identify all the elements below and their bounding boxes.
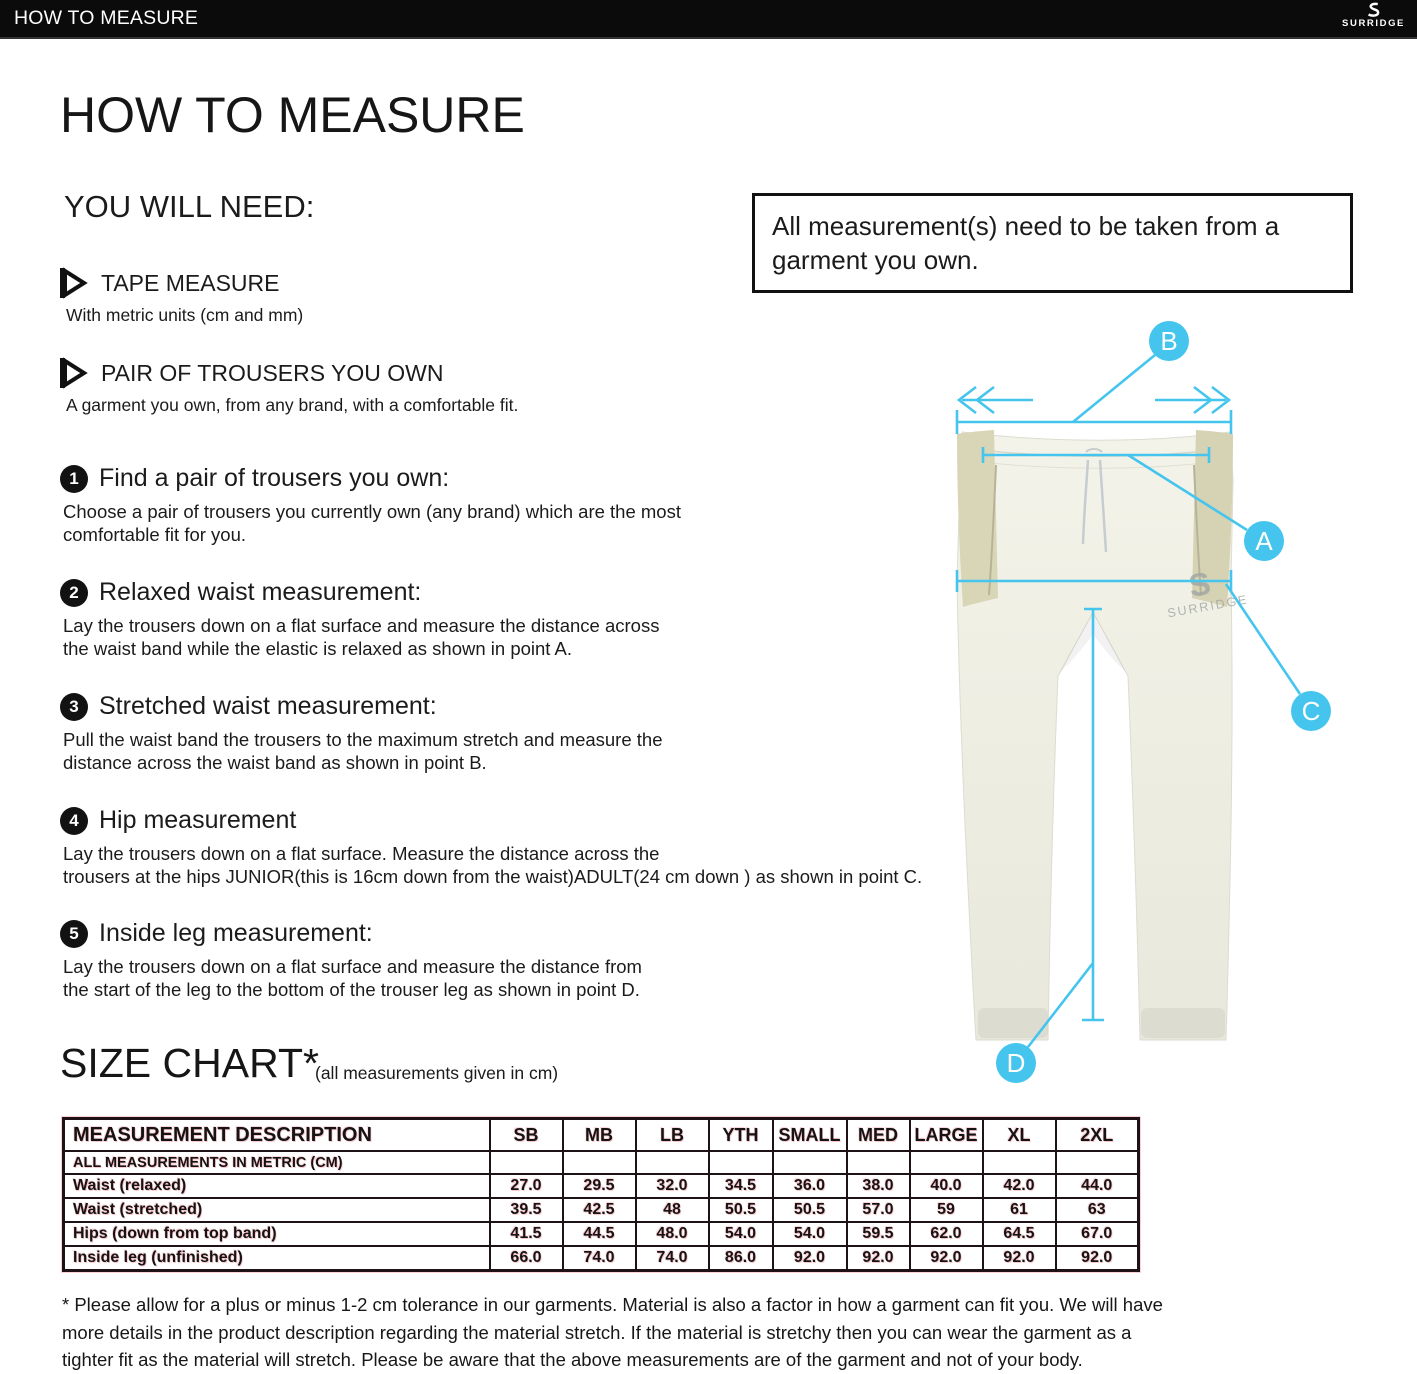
step-body: Lay the trousers down on a flat surface and measure the distance across the waist band while the elastic is relaxed as shown in point A. (63, 615, 660, 659)
table-row: Hips (down from top band) 41.5 44.5 48.0 54.0 54.0 59.5 62.0 64.5 67.0 (64, 1222, 1139, 1246)
trousers-illustration (957, 430, 1250, 1040)
surridge-logo (1342, 2, 1405, 29)
step-number-badge: 2 (60, 579, 88, 607)
point-label-a: A (1244, 521, 1284, 561)
notice-box: All measurement(s) need to be taken from a garment you own. (752, 193, 1353, 293)
table-row: Waist (relaxed) 27.0 29.5 32.0 34.5 36.0 38.0 40.0 42.0 44.0 (64, 1174, 1139, 1198)
disclaimer: * Please allow for a plus or minus 1-2 cm tolerance in our garments. Material is also a factor in how a garment can fit you. We will have more details in the product description regarding the material stretch. If the material is stretchy then you can wear the garment as a tighter fit as the material will stretch. Please be aware that the above measurements are of the garment and not of your body. (62, 1294, 1163, 1370)
step-number-badge: 1 (60, 465, 88, 493)
trousers-diagram (900, 300, 1360, 1100)
need-item-trousers (60, 357, 518, 416)
point-label-b: B (1149, 321, 1189, 361)
size-chart-table (62, 1117, 1140, 1272)
watermark-text: SURRIDGE (1166, 592, 1250, 621)
step-4 (0, 806, 922, 888)
step-number-badge: 4 (60, 807, 88, 835)
step-body: Choose a pair of trousers you currently own (any brand) which are the most comfortable fit for you. (63, 501, 681, 545)
step-title: Relaxed waist measurement: (99, 578, 422, 606)
step-title: Inside leg measurement: (99, 919, 373, 947)
step-2 (0, 578, 659, 660)
need-item-description: A garment you own, from any brand, with a comfortable fit. (66, 395, 519, 415)
top-bar (0, 0, 1417, 39)
need-item-label: TAPE MEASURE (101, 269, 280, 296)
step-number-badge: 5 (60, 920, 88, 948)
step-1 (0, 464, 681, 546)
surridge-logo-text: SURRIDGE (1342, 18, 1405, 29)
table-row: Inside leg (unfinished) 66.0 74.0 74.0 86.0 92.0 92.0 92.0 92.0 92.0 (64, 1246, 1139, 1271)
play-triangle-icon (60, 267, 89, 299)
top-bar-title: HOW TO MEASURE (14, 7, 199, 29)
step-5 (0, 919, 642, 1001)
step-title: Stretched waist measurement: (99, 692, 437, 720)
step-3 (0, 692, 663, 774)
table-metric-row: ALL MEASUREMENTS IN METRIC (CM) (64, 1151, 1139, 1174)
play-triangle-icon (60, 357, 89, 389)
table-header-row: MEASUREMENT DESCRIPTION SB MB LB YTH SMALL MED LARGE XL 2XL (64, 1119, 1139, 1152)
you-will-need-heading: YOU WILL NEED: (64, 189, 315, 224)
size-chart-heading: SIZE CHART* (60, 1040, 319, 1086)
size-chart-subheading: (all measurements given in cm) (315, 1063, 559, 1083)
step-title: Hip measurement (99, 806, 297, 834)
surridge-s-icon (1365, 2, 1382, 19)
step-body: Lay the trousers down on a flat surface and measure the distance from the start of the leg to the bottom of the trouser leg as shown in point D. (63, 956, 642, 1000)
step-title: Find a pair of trousers you own: (99, 464, 450, 492)
step-body: Pull the waist band the trousers to the maximum stretch and measure the distance across the waist band as shown in point B. (63, 729, 663, 773)
need-item-label: PAIR OF TROUSERS YOU OWN (101, 359, 444, 386)
point-label-d: D (996, 1043, 1036, 1083)
table-row: Waist (stretched) 39.5 42.5 48 50.5 50.5 57.0 59 61 63 (64, 1198, 1139, 1222)
svg-text:S: S (1186, 564, 1214, 605)
step-body: Lay the trousers down on a flat surface. Measure the distance across the trousers at the hips JUNIOR(this is 16cm down from the waist)ADULT(24 cm down ) as shown in point C. (63, 843, 923, 887)
step-number-badge: 3 (60, 693, 88, 721)
need-item-description: With metric units (cm and mm) (66, 305, 304, 325)
point-label-c: C (1291, 691, 1331, 731)
need-item-tape-measure (60, 267, 303, 326)
page-title: HOW TO MEASURE (60, 87, 525, 143)
